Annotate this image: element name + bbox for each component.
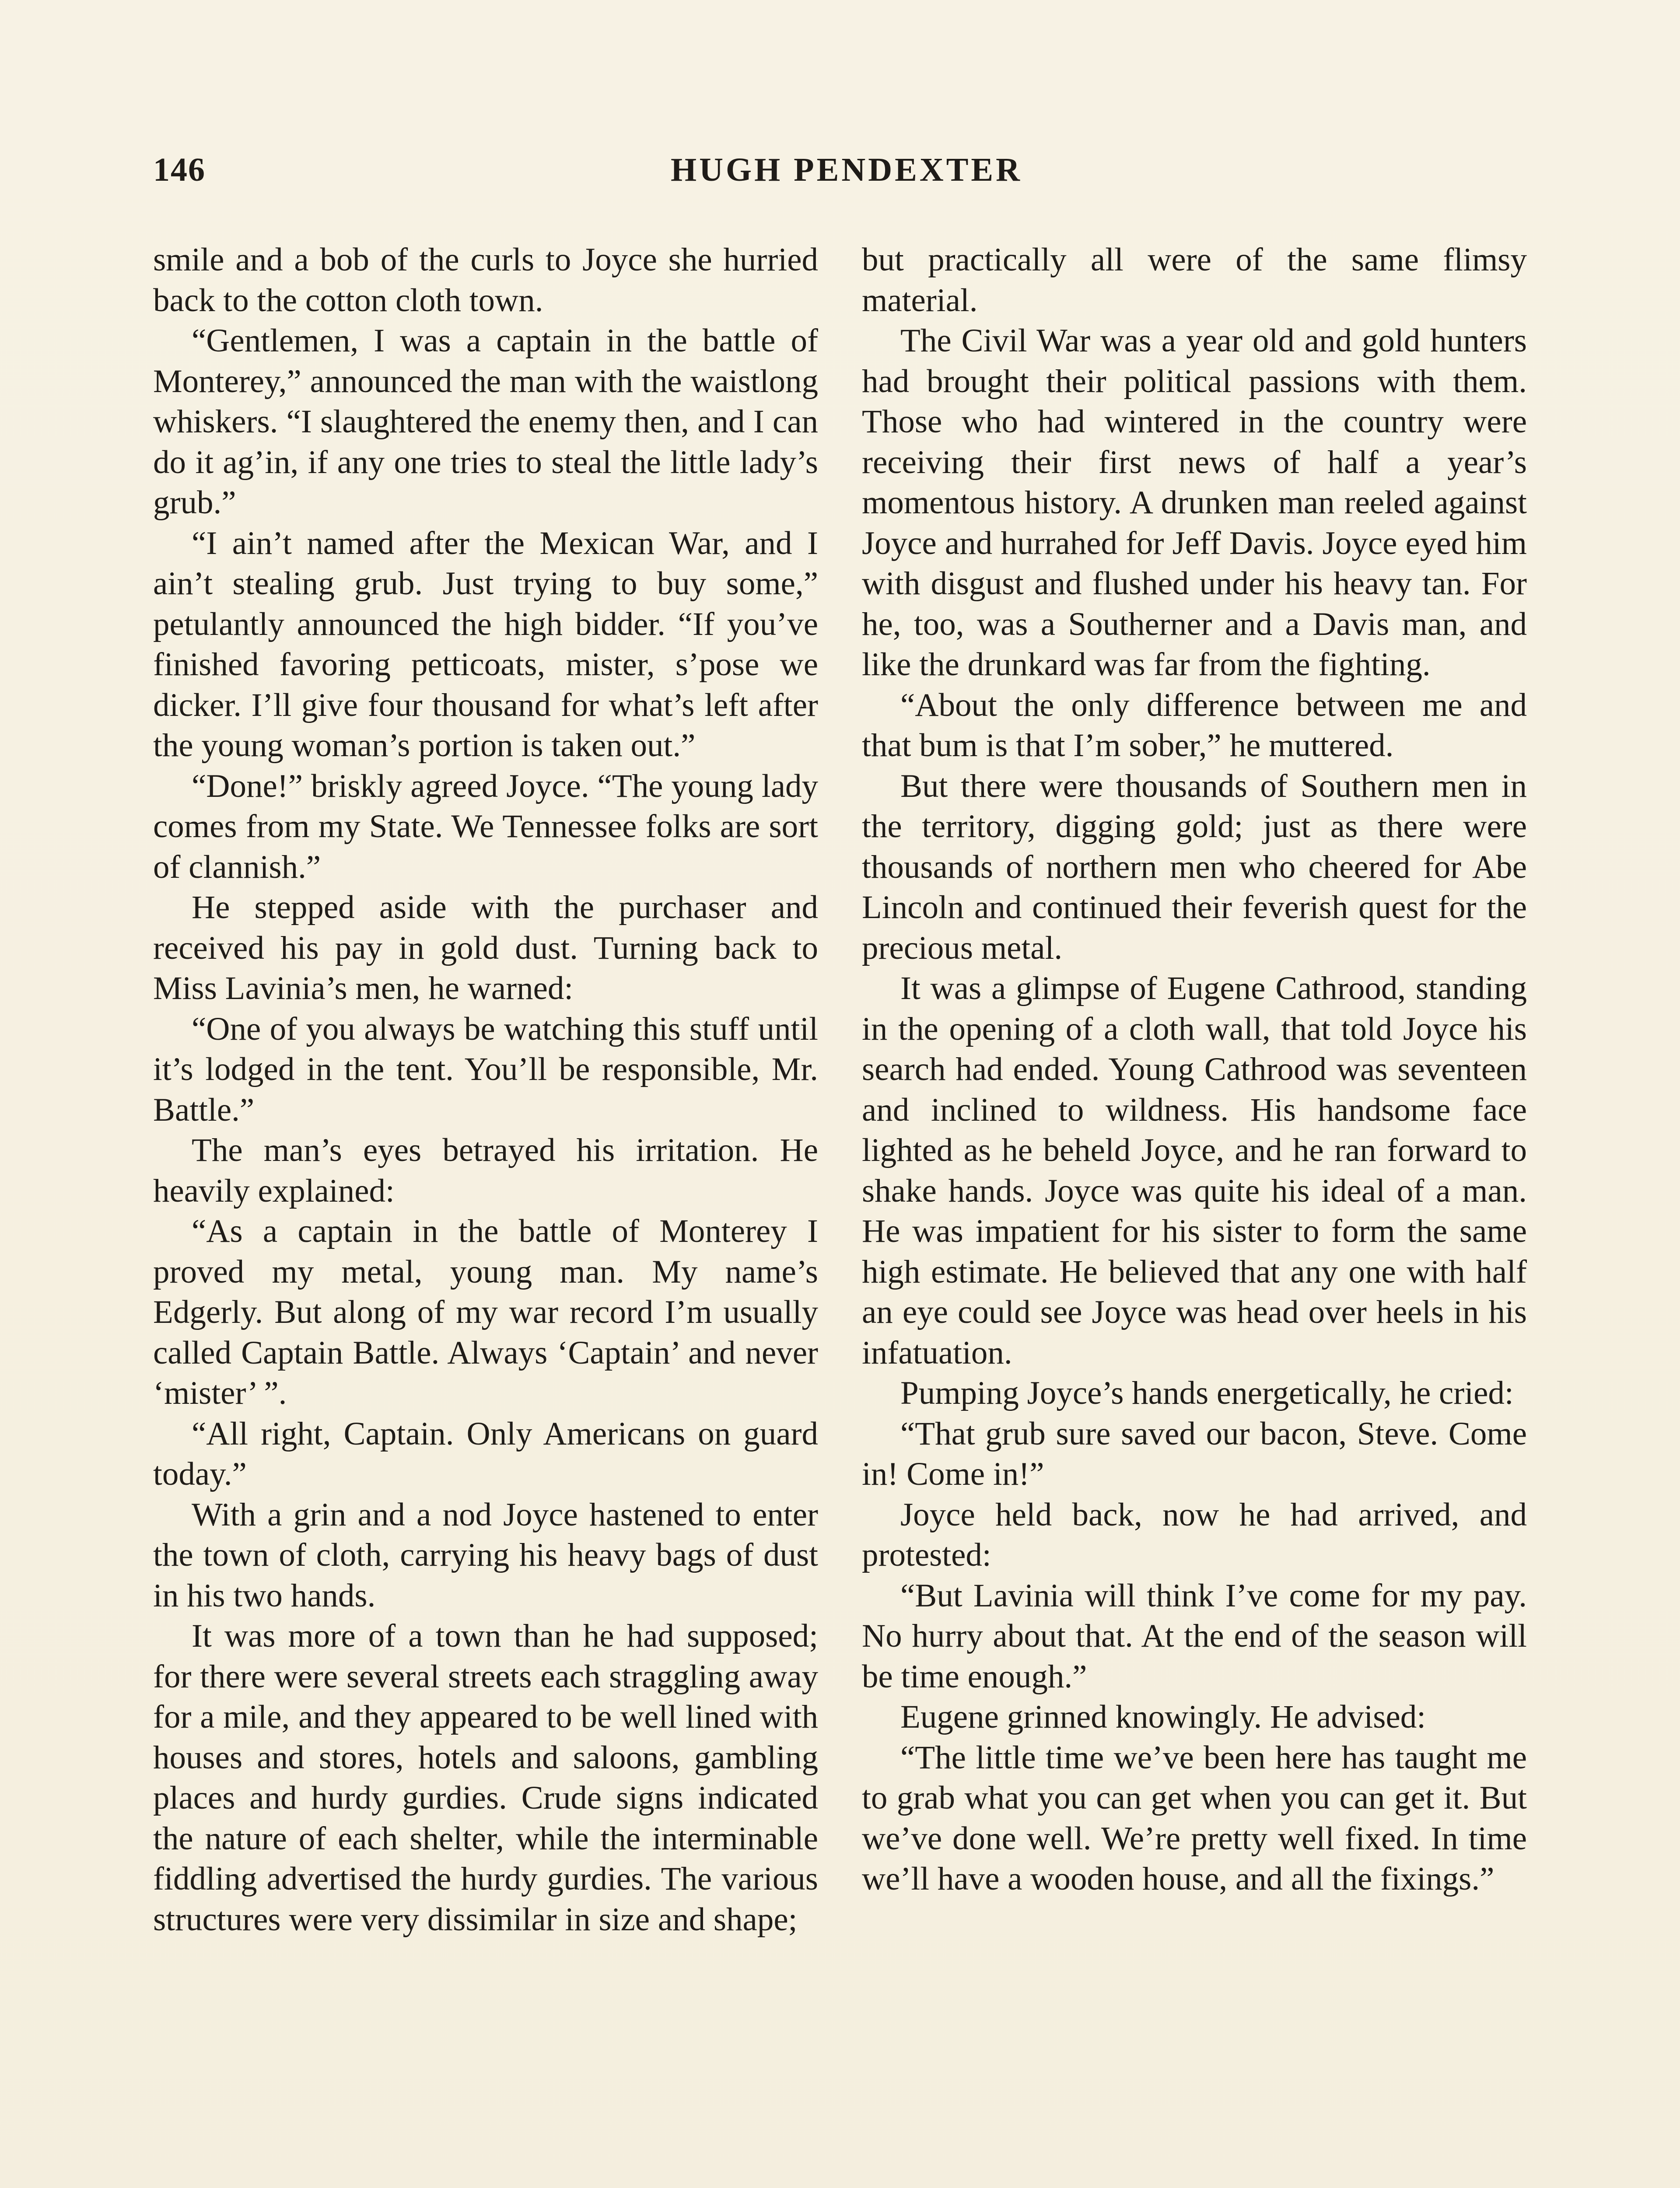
paragraph: “Gentlemen, I was a captain in the battle of Monterey,” announced the man with the waistlong whiskers. “I slaughtered the enemy then, and I can do it ag’in, if any one tries to steal the little lady’s grub.” xyxy=(153,323,818,521)
paragraph: It was more of a town than he had supposed; for there were several streets each straggling away for a mile, and they appeared to be well lined with houses and stores, hotels and saloons, gambling places and hurdy gurdies. Crude signs indicated the nature of each shelter, while the interminable fiddling advertised the hurdy gurdies. The various structures were very dissimilar in size and shape; xyxy=(153,1618,818,1938)
page-number: 146 xyxy=(153,151,206,188)
paragraph: The man’s eyes betrayed his irritation. He heavily explained: xyxy=(153,1132,818,1209)
paragraph: Eugene grinned knowingly. He advised: xyxy=(900,1699,1426,1735)
paragraph: But there were thousands of Southern men in the territory, digging gold; just as there were thousands of northern men who cheered for Abe Lincoln and continued their feverish quest for the precious metal. xyxy=(862,768,1527,966)
paragraph: “That grub sure saved our bacon, Steve. Come in! Come in!” xyxy=(862,1415,1527,1492)
paragraph: “About the only difference between me and that bum is that I’m sober,” he muttered. xyxy=(862,687,1527,764)
paragraph: “Done!” briskly agreed Joyce. “The young lady comes from my State. We Tennessee folks are sort of clannish.” xyxy=(153,768,818,885)
paragraph: He stepped aside with the purchaser and received his pay in gold dust. Turning back to Miss Lavinia’s men, he warned: xyxy=(153,889,818,1006)
paragraph: Joyce held back, now he had arrived, and protested: xyxy=(862,1496,1527,1573)
left-text-column xyxy=(153,240,818,1940)
paragraph: “The little time we’ve been here has taught me to grab what you can get when you can get it. But we’ve done well. We’re pretty well fixed. In time we’ll have a wooden house, and all the fixings.” xyxy=(862,1739,1527,1897)
paragraph: It was a glimpse of Eugene Cathrood, standing in the opening of a cloth wall, that told Joyce his search had ended. Young Cathrood was seventeen and inclined to wildness. His handsome face lighted as he beheld Joyce, and he ran forward to shake hands. Joyce was quite his ideal of a man. He was impatient for his sister to form the same high estimate. He believed that any one with half an eye could see Joyce was head over heels in his infatuation. xyxy=(862,970,1527,1371)
paragraph: The Civil War was a year old and gold hunters had brought their political passions with them. Those who had wintered in the country were receiving their first news of half a year’s momentous history. A drunken man reeled against Joyce and hurrahed for Jeff Davis. Joyce eyed him with disgust and flushed under his heavy tan. For he, too, was a Southerner and a Davis man, and like the drunkard was far from the fighting. xyxy=(862,323,1527,683)
paragraph: “As a captain in the battle of Monterey I proved my metal, young man. My name’s Edgerly. But along of my war record I’m usually called Captain Battle. Always ‘Captain’ and never ‘mister’ ”. xyxy=(153,1213,818,1411)
paragraph: smile and a bob of the curls to Joyce she hurried back to the cotton cloth town. xyxy=(153,242,818,319)
paragraph: “I ain’t named after the Mexican War, and I ain’t stealing grub. Just trying to buy some,” petulantly announced the high bidder. “If you’ve finished favoring petticoats, mister, s’pose we dicker. I’ll give four thousand for what’s left after the young woman’s portion is taken out.” xyxy=(153,525,818,764)
page-header xyxy=(153,151,1540,199)
running-head: HUGH PENDEXTER xyxy=(671,151,1022,188)
paragraph: “But Lavinia will think I’ve come for my pay. No hurry about that. At the end of the season will be time enough.” xyxy=(862,1577,1527,1695)
right-text-column xyxy=(862,240,1527,1900)
paragraph: Pumping Joyce’s hands energetically, he cried: xyxy=(900,1375,1514,1411)
paragraph: With a grin and a nod Joyce hastened to enter the town of cloth, carrying his heavy bags of dust in his two hands. xyxy=(153,1496,818,1614)
paragraph: but practically all were of the same flimsy material. xyxy=(862,242,1527,319)
paragraph: “One of you always be watching this stuff until it’s lodged in the tent. You’ll be responsible, Mr. Battle.” xyxy=(153,1010,818,1128)
paragraph: “All right, Captain. Only Americans on guard today.” xyxy=(153,1415,818,1492)
